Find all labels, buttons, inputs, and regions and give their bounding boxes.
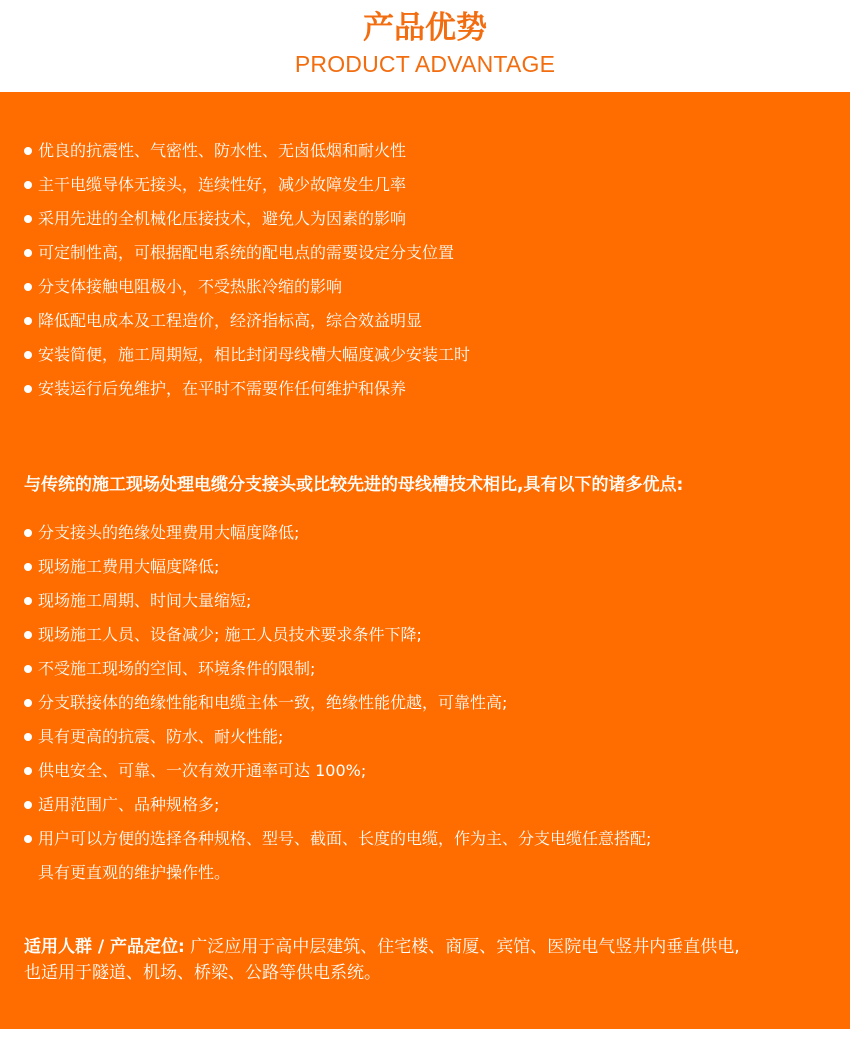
bullet-dot-icon — [24, 351, 32, 359]
application-label: 适用人群 / 产品定位: — [24, 937, 185, 957]
list-item — [24, 584, 651, 618]
list-item — [24, 270, 470, 304]
bullet-dot-icon — [24, 181, 32, 189]
bullet-dot-icon — [24, 147, 32, 155]
bullet-dot-icon — [24, 767, 32, 775]
list-item-text: 主干电缆导体无接头，连续性好，减少故障发生几率 — [38, 175, 407, 194]
list-item — [24, 338, 470, 372]
list-item-text: 现场施工人员、设备减少; 施工人员技术要求条件下降; — [38, 625, 422, 644]
list-item — [24, 168, 470, 202]
bullet-dot-icon — [24, 597, 32, 605]
bullet-dot-icon — [24, 835, 32, 843]
page-header — [0, 0, 850, 92]
list-item-text: 分支接头的绝缘处理费用大幅度降低; — [38, 523, 300, 542]
comparison-tail-text: 具有更直观的维护操作性。 — [38, 863, 231, 882]
bullet-dot-icon — [24, 385, 32, 393]
list-item-text: 现场施工费用大幅度降低; — [38, 557, 220, 576]
list-item — [24, 134, 470, 168]
list-item-text: 现场施工周期、时间大量缩短; — [38, 591, 252, 610]
list-item — [24, 372, 470, 406]
bullet-dot-icon — [24, 529, 32, 537]
bullet-dot-icon — [24, 317, 32, 325]
feature-list — [24, 134, 470, 406]
list-item-text: 安装简便，施工周期短，相比封闭母线槽大幅度减少安装工时 — [38, 345, 471, 364]
list-item-text: 降低配电成本及工程造价，经济指标高，综合效益明显 — [38, 311, 423, 330]
list-item — [24, 304, 470, 338]
bullet-dot-icon — [24, 249, 32, 257]
list-item — [24, 236, 470, 270]
bullet-dot-icon — [24, 733, 32, 741]
page-title: 产品优势 — [363, 10, 487, 46]
bullet-dot-icon — [24, 631, 32, 639]
bullet-dot-icon — [24, 801, 32, 809]
bullet-dot-icon — [24, 563, 32, 571]
bullet-dot-icon — [24, 283, 32, 291]
list-item-text: 安装运行后免维护，在平时不需要作任何维护和保养 — [38, 379, 407, 398]
list-item-text: 分支体接触电阻极小，不受热胀冷缩的影响 — [38, 277, 343, 296]
list-item-text: 用户可以方便的选择各种规格、型号、截面、长度的电缆，作为主、分支电缆任意搭配; — [38, 829, 652, 848]
comparison-heading: 与传统的施工现场处理电缆分支接头或比较先进的母线槽技术相比,具有以下的诸多优点: — [24, 475, 684, 495]
list-item-text: 具有更高的抗震、防水、耐火性能; — [38, 727, 284, 746]
page-subtitle: PRODUCT ADVANTAGE — [294, 51, 556, 77]
list-item-text: 采用先进的全机械化压接技术，避免人为因素的影响 — [38, 209, 407, 228]
application-line-1 — [24, 934, 834, 960]
list-item — [24, 202, 470, 236]
list-item-text: 优良的抗震性、气密性、防水性、无卤低烟和耐火性 — [38, 141, 407, 160]
advantage-panel — [0, 92, 850, 1029]
bullet-dot-icon — [24, 665, 32, 673]
list-item — [24, 754, 651, 788]
list-item — [24, 822, 651, 856]
list-item-text: 适用范围广、品种规格多; — [38, 795, 220, 814]
list-item — [24, 550, 651, 584]
list-item-text: 供电安全、可靠、一次有效开通率可达 100%; — [38, 761, 367, 780]
list-item — [24, 686, 651, 720]
list-item — [24, 516, 651, 550]
application-text-2: 也适用于隧道、机场、桥梁、公路等供电系统。 — [24, 963, 381, 983]
list-item-text: 可定制性高，可根据配电系统的配电点的需要设定分支位置 — [38, 243, 455, 262]
list-item — [24, 618, 651, 652]
application-text-1: 广泛应用于高中层建筑、住宅楼、商厦、宾馆、医院电气竖井内垂直供电, — [184, 937, 740, 957]
application-block — [24, 934, 834, 986]
list-item — [24, 720, 651, 754]
list-item-text: 分支联接体的绝缘性能和电缆主体一致，绝缘性能优越，可靠性高; — [38, 693, 508, 712]
list-item — [24, 788, 651, 822]
list-item — [24, 652, 651, 686]
list-item-text: 不受施工现场的空间、环境条件的限制; — [38, 659, 316, 678]
comparison-list — [24, 516, 651, 856]
bullet-dot-icon — [24, 215, 32, 223]
bullet-dot-icon — [24, 699, 32, 707]
